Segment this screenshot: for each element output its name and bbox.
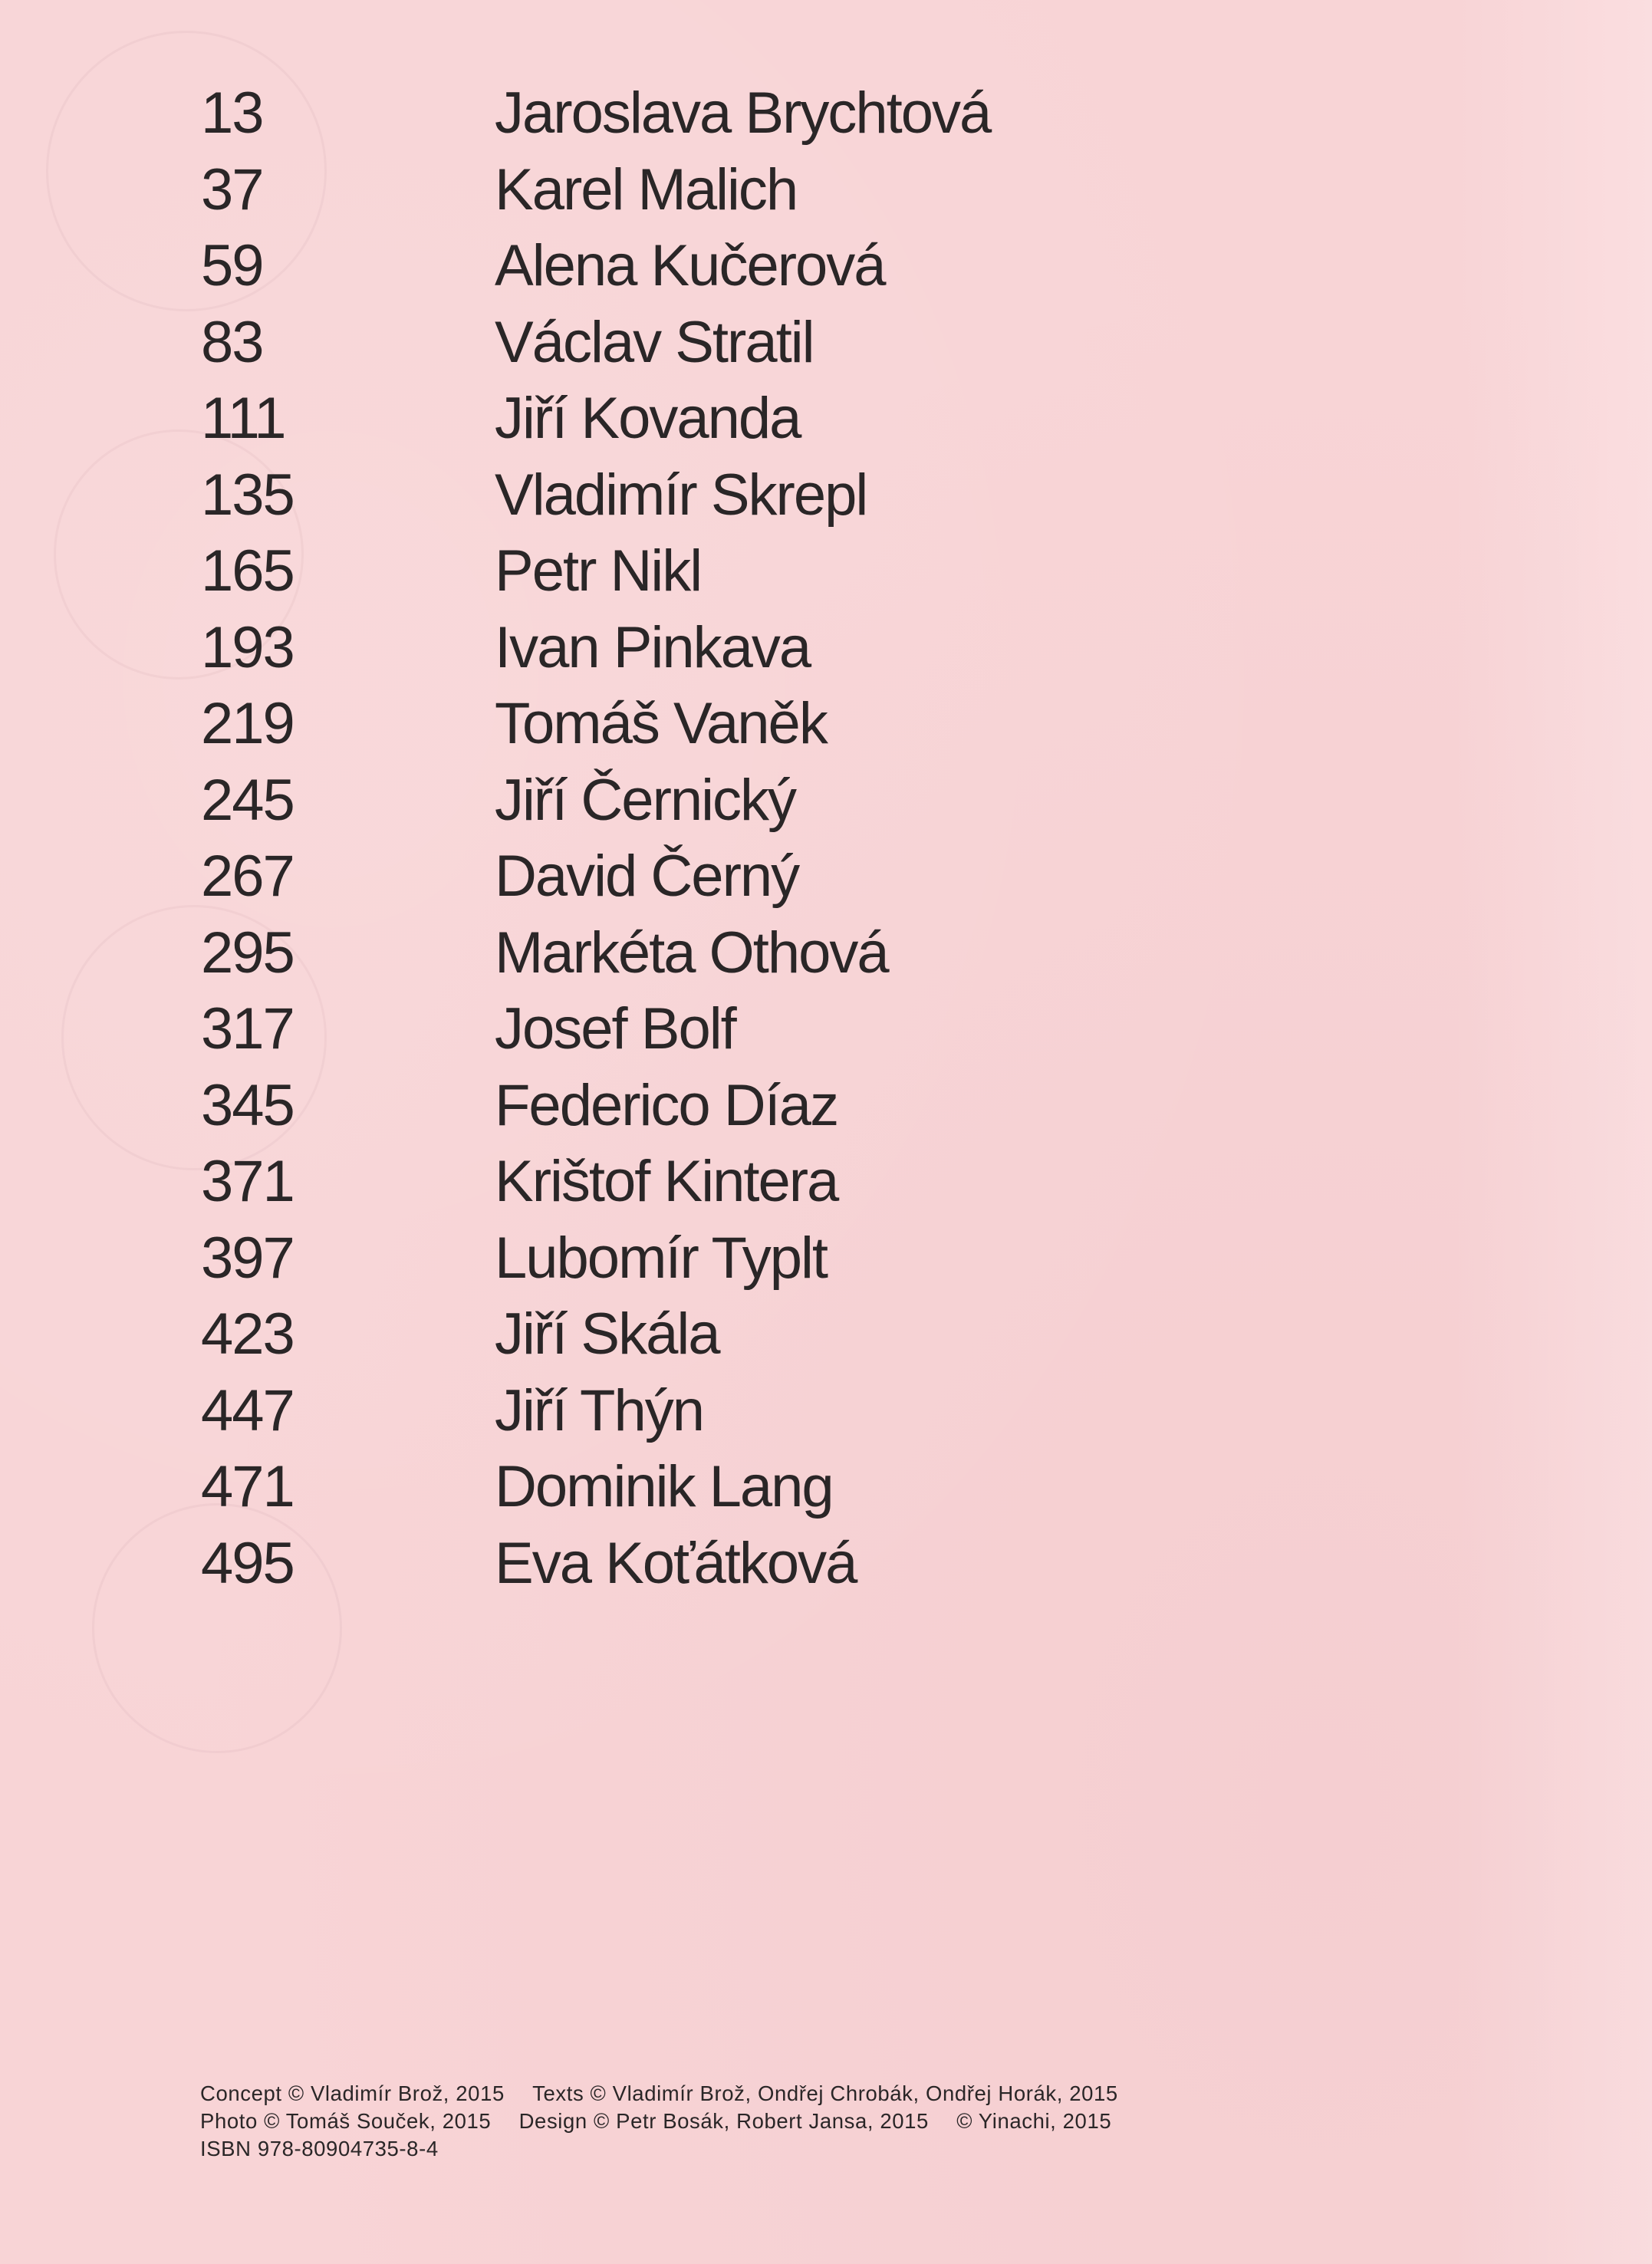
toc-artist-name: Federico Díaz xyxy=(495,1072,838,1138)
toc-entry[interactable] xyxy=(201,762,1351,839)
toc-entry[interactable] xyxy=(201,915,1351,992)
photo-credit: Photo © Tomáš Souček, 2015 xyxy=(200,2109,492,2133)
toc-page-number: 165 xyxy=(201,538,294,604)
toc-artist-name: Tomáš Vaněk xyxy=(495,691,827,756)
toc-page-number: 423 xyxy=(201,1301,294,1367)
toc-artist-name: Václav Stratil xyxy=(495,309,814,375)
toc-entry[interactable] xyxy=(201,610,1351,686)
toc-artist-name: Eva Koťátková xyxy=(495,1530,857,1596)
toc-page-number: 59 xyxy=(201,233,263,298)
toc-artist-name: Jiří Thýn xyxy=(495,1377,704,1443)
toc-page-number: 219 xyxy=(201,691,294,756)
toc-entry[interactable] xyxy=(201,1373,1351,1450)
toc-entry[interactable] xyxy=(201,1449,1351,1525)
toc-page-number: 111 xyxy=(201,386,285,451)
toc-entry[interactable] xyxy=(201,1220,1351,1297)
table-of-contents xyxy=(201,75,1351,1601)
concept-credit: Concept © Vladimír Brož, 2015 xyxy=(200,2081,505,2105)
toc-page-number: 193 xyxy=(201,614,294,680)
toc-entry[interactable] xyxy=(201,228,1351,304)
toc-entry[interactable] xyxy=(201,304,1351,381)
toc-entry[interactable] xyxy=(201,1525,1351,1602)
toc-artist-name: Vladimír Skrepl xyxy=(495,462,867,528)
colophon xyxy=(200,2080,1118,2163)
toc-page-number: 471 xyxy=(201,1454,294,1519)
colophon-line xyxy=(200,2080,1118,2108)
toc-artist-name: Karel Malich xyxy=(495,156,798,222)
texts-credit: Texts © Vladimír Brož, Ondřej Chrobák, Ondřej Horák, 2015 xyxy=(532,2081,1118,2105)
toc-artist-name: Alena Kučerová xyxy=(495,233,885,298)
toc-artist-name: David Černý xyxy=(495,844,799,909)
colophon-line xyxy=(200,2108,1118,2135)
toc-page-number: 13 xyxy=(201,81,263,146)
toc-artist-name: Jaroslava Brychtová xyxy=(495,81,991,146)
toc-artist-name: Jiří Kovanda xyxy=(495,386,801,451)
colophon-line xyxy=(200,2135,1118,2163)
toc-entry[interactable] xyxy=(201,1068,1351,1144)
toc-page-number: 495 xyxy=(201,1530,294,1596)
toc-artist-name: Markéta Othová xyxy=(495,920,888,986)
publisher-credit: © Yinachi, 2015 xyxy=(956,2109,1112,2133)
toc-entry[interactable] xyxy=(201,686,1351,762)
toc-artist-name: Lubomír Typlt xyxy=(495,1225,828,1291)
toc-entry[interactable] xyxy=(201,1296,1351,1373)
toc-entry[interactable] xyxy=(201,991,1351,1068)
toc-page-number: 447 xyxy=(201,1377,294,1443)
toc-entry[interactable] xyxy=(201,457,1351,534)
toc-artist-name: Krištof Kintera xyxy=(495,1149,838,1214)
toc-page-number: 267 xyxy=(201,844,294,909)
toc-entry[interactable] xyxy=(201,75,1351,152)
isbn: ISBN 978-80904735-8-4 xyxy=(200,2137,439,2160)
toc-entry[interactable] xyxy=(201,152,1351,229)
toc-page-number: 397 xyxy=(201,1225,294,1291)
toc-artist-name: Ivan Pinkava xyxy=(495,614,811,680)
toc-artist-name: Dominik Lang xyxy=(495,1454,833,1519)
toc-entry[interactable] xyxy=(201,380,1351,457)
toc-page-number: 317 xyxy=(201,996,294,1061)
toc-page-number: 135 xyxy=(201,462,294,528)
page-edge-shade xyxy=(1453,0,1652,2264)
toc-page-number: 371 xyxy=(201,1149,294,1214)
design-credit: Design © Petr Bosák, Robert Jansa, 2015 xyxy=(518,2109,929,2133)
toc-page-number: 345 xyxy=(201,1072,294,1138)
toc-artist-name: Petr Nikl xyxy=(495,538,702,604)
toc-page-number: 37 xyxy=(201,156,263,222)
toc-artist-name: Jiří Skála xyxy=(495,1301,719,1367)
toc-entry[interactable] xyxy=(201,533,1351,610)
toc-entry[interactable] xyxy=(201,838,1351,915)
toc-entry[interactable] xyxy=(201,1144,1351,1220)
toc-page-number: 295 xyxy=(201,920,294,986)
toc-page-number: 245 xyxy=(201,767,294,833)
toc-page-number: 83 xyxy=(201,309,263,375)
toc-artist-name: Josef Bolf xyxy=(495,996,736,1061)
toc-artist-name: Jiří Černický xyxy=(495,767,796,833)
